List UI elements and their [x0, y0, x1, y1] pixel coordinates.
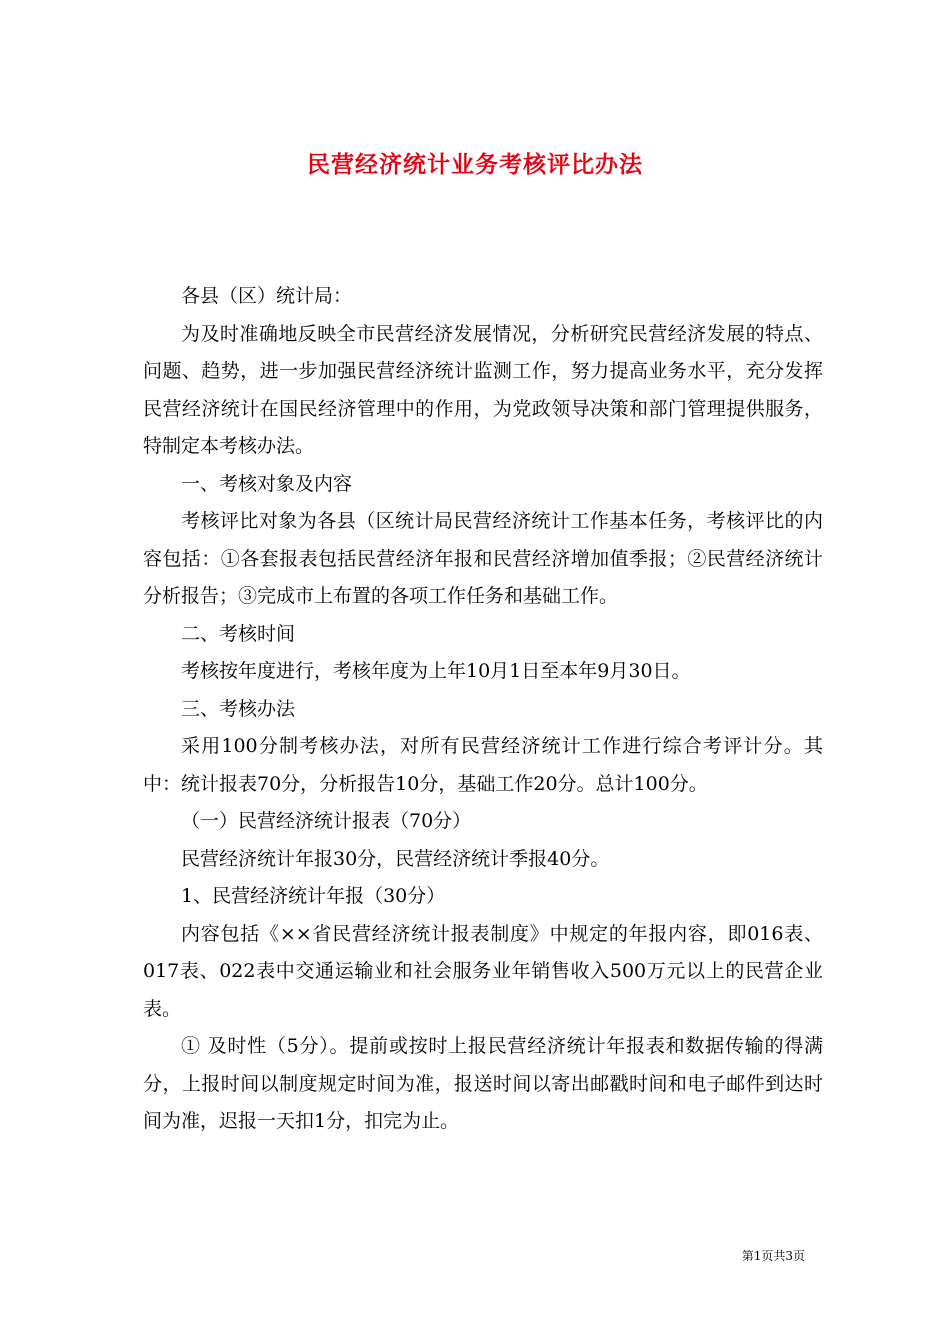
salutation: 各县（区）统计局： — [181, 285, 353, 307]
section-heading-2: 二、考核时间 — [181, 622, 296, 645]
document-body — [143, 278, 823, 1141]
section-3-paragraph: 采用100分制考核办法，对所有民营经济统计工作进行综合考评计分。其中：统计报表70分，分析报告10分，基础工作20分。总计100分。 — [143, 735, 823, 795]
intro-paragraph: 为及时准确地反映全市民营经济发展情况，分析研究民营经济发展的特点、问题、趋势，进一步加强民营经济统计监测工作，努力提高业务水平，充分发挥民营经济统计在国民经济管理中的作用，为党政领导决策和部门管理提供服务，特制定本考核办法。 — [143, 322, 823, 457]
section-heading-1: 一、考核对象及内容 — [181, 472, 353, 495]
document-title: 民营经济统计业务考核评比办法 — [307, 151, 643, 179]
timeliness-paragraph: ① 及时性（5分）。提前或按时上报民营经济统计年报表和数据传输的得满分，上报时间以制度规定时间为准，报送时间以寄出邮戳时间和电子邮件到达时间为准，迟报一天扣1分，扣完为止。 — [143, 1035, 823, 1132]
item-1-paragraph: 内容包括《××省民营经济统计报表制度》中规定的年报内容，即016表、017表、022表中交通运输业和社会服务业年销售收入500万元以上的民营企业表。 — [143, 922, 823, 1020]
page-number: 第1页共3页 — [741, 1249, 805, 1263]
section-1-paragraph: 考核评比对象为各县（区统计局民营经济统计工作基本任务，考核评比的内容包括：①各套报表包括民营经济年报和民营经济增加值季报；②民营经济统计分析报告；③完成市上布置的各项工作任务和基础工作。 — [143, 510, 823, 607]
section-2-paragraph: 考核按年度进行，考核年度为上年10月1日至本年9月30日。 — [181, 660, 691, 682]
section-heading-3: 三、考核办法 — [181, 697, 296, 720]
subsection-heading-1: （一）民营经济统计报表（70分） — [181, 810, 472, 832]
subsection-1-paragraph: 民营经济统计年报30分，民营经济统计季报40分。 — [181, 847, 610, 870]
item-heading-1: 1、民营经济统计年报（30分） — [181, 885, 446, 907]
